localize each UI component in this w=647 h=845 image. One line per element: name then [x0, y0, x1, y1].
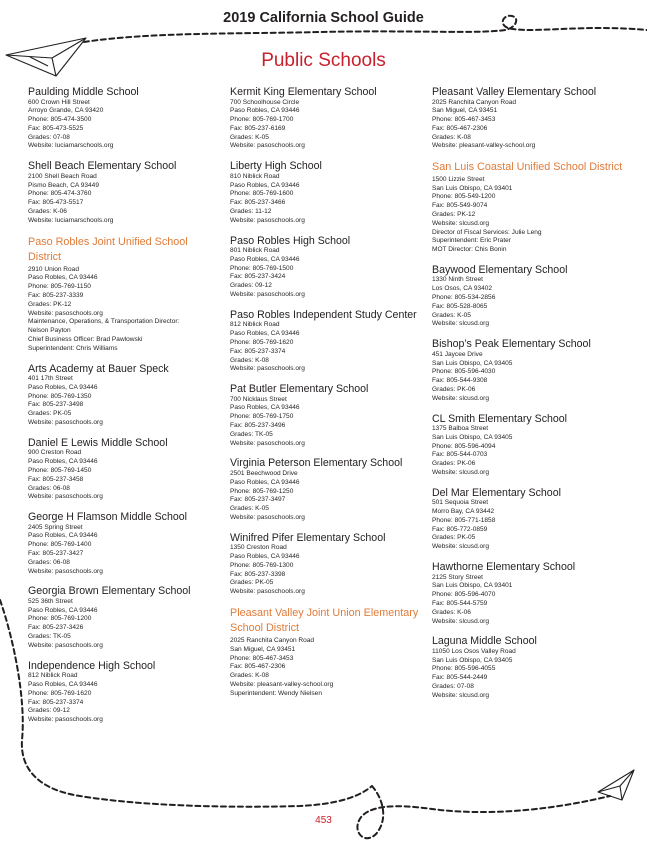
entry-detail-line: Website: pleasant-valley-school.org	[432, 142, 536, 150]
entry-detail-line: Website: pasoschools.org	[230, 588, 305, 596]
entry-detail-line: Website: slcusd.org	[432, 691, 490, 699]
entry-detail-line: Phone: 805-467-3453	[230, 654, 294, 662]
entry-detail-line: Fax: 805-237-3424	[230, 273, 286, 281]
entry-detail-line: Website: slcusd.org	[432, 394, 490, 402]
dashed-flight-path	[357, 786, 610, 838]
school-name: Virginia Peterson Elementary School	[230, 457, 403, 470]
listing-column-1	[28, 86, 220, 734]
entry-detail-line: Fax: 805-237-3427	[28, 549, 84, 557]
school-name: Daniel E Lewis Middle School	[28, 436, 168, 449]
entry-detail-line: Website: pasoschools.org	[28, 716, 103, 724]
entry-detail-line: Website: slcusd.org	[432, 219, 490, 227]
school-name: Bishop’s Peak Elementary School	[432, 338, 591, 351]
entry-detail-line: Website: pasoschools.org	[28, 641, 103, 649]
entry-detail-line: 2025 Ranchita Canyon Road	[432, 98, 517, 106]
school-entry	[28, 160, 220, 225]
entry-detail-line: Phone: 805-596-4094	[432, 442, 496, 450]
entry-detail-line: Website: slcusd.org	[432, 469, 490, 476]
entry-detail-line: 525 36th Street	[28, 597, 73, 605]
entry-detail-line: Website: pasoschools.org	[230, 216, 305, 224]
entry-detail-line: Phone: 805-769-1450	[28, 466, 92, 474]
entry-detail-line: Phone: 805-769-1700	[230, 116, 294, 124]
listing-column-2	[230, 86, 425, 708]
entry-detail-line: Fax: 805-544-5759	[432, 599, 488, 607]
entry-detail-line: Paso Robles, CA 93446	[28, 606, 98, 614]
entry-detail-line: Fax: 805-528-8065	[432, 302, 488, 310]
school-name: George H Flamson Middle School	[28, 511, 187, 524]
entry-detail-line: Paso Robles, CA 93446	[230, 552, 300, 560]
entry-detail-line: Website: pasoschools.org	[230, 365, 305, 373]
entry-detail-line: Website: slcusd.org	[432, 617, 490, 625]
entry-detail-line: Morro Bay, CA 93442	[432, 508, 495, 516]
entry-detail-line: Fax: 805-237-3339	[28, 291, 84, 299]
entry-detail-line: Phone: 805-596-4030	[432, 368, 496, 376]
entry-detail-line: 1375 Balboa Street	[432, 425, 489, 433]
entry-detail-line: Phone: 805-769-1350	[28, 392, 92, 400]
entry-detail-line: Grades: K-05	[230, 133, 269, 141]
paper-airplane-icon	[598, 770, 634, 800]
entry-detail-line: 401 17th Street	[28, 375, 73, 383]
entry-detail-line: Paso Robles, CA 93446	[230, 478, 300, 486]
school-entry	[230, 532, 425, 597]
entry-detail-line: 451 Jaycee Drive	[432, 350, 483, 358]
school-entry	[432, 86, 632, 151]
school-entry	[432, 338, 632, 403]
school-entry	[230, 86, 425, 151]
entry-detail-line: Fax: 805-772-0859	[432, 525, 488, 533]
school-entry	[28, 585, 220, 650]
entry-detail-line: Phone: 805-769-1400	[28, 541, 92, 549]
entry-detail-line: San Miguel, CA 93451	[432, 107, 498, 115]
entry-detail-line: Fax: 805-544-9308	[432, 377, 488, 385]
entry-detail-line: Paso Robles, CA 93446	[230, 330, 300, 338]
school-entry	[432, 487, 632, 552]
school-entry	[230, 383, 425, 448]
entry-detail-line: Phone: 805-769-1300	[230, 561, 294, 569]
entry-detail-line: Phone: 805-596-4070	[432, 591, 496, 599]
school-entry	[28, 363, 220, 428]
entry-detail-line: 501 Sequoia Street	[432, 499, 489, 507]
entry-detail-line: Los Osos, CA 93402	[432, 285, 493, 293]
entry-detail-line: Fax: 805-473-5525	[28, 124, 84, 132]
school-entry	[230, 160, 425, 225]
entry-detail-line: Paso Robles, CA 93446	[230, 181, 300, 189]
entry-detail-line: Grades: 06-08	[28, 558, 70, 566]
district-entry	[432, 160, 632, 255]
entry-detail-line: Nelson Payton	[28, 327, 71, 335]
school-name: Kermit King Elementary School	[230, 86, 377, 98]
entry-detail-line: Phone: 805-771-1858	[432, 516, 496, 524]
entry-detail-line: Website: pasoschools.org	[230, 439, 305, 447]
entry-detail-line: Fax: 805-467-2306	[230, 663, 286, 671]
entry-detail-line: Phone: 805-769-1200	[28, 615, 92, 623]
entry-detail-line: Phone: 805-534-2856	[432, 294, 496, 302]
entry-detail-line: 812 Niblick Road	[230, 321, 280, 329]
page-number: 453	[315, 815, 332, 826]
entry-detail-line: Grades: PK-06	[432, 460, 476, 468]
entry-detail-line: Arroyo Grande, CA 93420	[28, 107, 104, 115]
entry-detail-line: 11050 Los Osos Valley Road	[432, 647, 516, 655]
entry-detail-line: Website: pasoschools.org	[230, 142, 305, 150]
entry-detail-line: Fax: 805-544-2449	[432, 674, 488, 682]
entry-detail-line: 2025 Ranchita Canyon Road	[230, 636, 315, 644]
entry-detail-line: Fax: 805-237-3374	[230, 347, 286, 355]
entry-detail-line: Fax: 805-237-3466	[230, 199, 286, 207]
entry-detail-line: Grades: 07-08	[28, 133, 70, 141]
entry-detail-line: Paso Robles, CA 93446	[28, 383, 98, 391]
district-name: Pleasant Valley Joint Union Elementary School District	[230, 606, 419, 635]
entry-detail-line: Website: pasoschools.org	[230, 291, 305, 299]
entry-detail-line: Grades: PK-05	[432, 534, 476, 542]
school-entry	[28, 660, 220, 725]
school-entry	[28, 86, 220, 151]
entry-detail-line: 810 Niblick Road	[230, 172, 280, 180]
entry-detail-line: Grades: PK-12	[432, 210, 476, 218]
entry-detail-line: Website: pasoschools.org	[28, 493, 103, 501]
entry-detail-line: 2125 Story Street	[432, 573, 483, 581]
entry-detail-line: Fax: 805-237-3398	[230, 570, 286, 578]
entry-detail-line: Director of Fiscal Services: Julie Leng	[432, 228, 542, 236]
school-name: Paulding Middle School	[28, 86, 139, 98]
school-name: Pat Butler Elementary School	[230, 383, 369, 396]
district-entry	[230, 606, 425, 699]
school-entry	[230, 235, 425, 300]
entry-detail-line: Grades: K-06	[28, 207, 67, 215]
school-name: Laguna Middle School	[432, 635, 537, 648]
entry-detail-line: Grades: PK-12	[28, 300, 72, 308]
entry-detail-line: Paso Robles, CA 93446	[28, 458, 98, 466]
entry-detail-line: 2910 Union Road	[28, 265, 79, 273]
entry-detail-line: 801 Niblick Road	[230, 247, 280, 255]
entry-detail-line: Grades: PK-05	[28, 410, 72, 418]
entry-detail-line: Fax: 805-237-3496	[230, 422, 286, 430]
listing-column-3	[432, 86, 632, 710]
school-entry	[230, 309, 425, 374]
entry-detail-line: Grades: PK-06	[432, 385, 476, 393]
school-name: Shell Beach Elementary School	[28, 160, 177, 173]
entry-detail-line: Grades: 06-08	[28, 484, 70, 492]
entry-detail-line: Website: pasoschools.org	[28, 419, 103, 427]
entry-detail-line: San Luis Obispo, CA 93405	[432, 433, 513, 441]
entry-detail-line: Website: luciamarschools.org	[28, 142, 114, 150]
entry-detail-line: Website: slcusd.org	[432, 320, 490, 328]
entry-detail-line: Maintenance, Operations, & Transportation Director:	[28, 318, 180, 326]
entry-detail-line: Fax: 805-237-3374	[28, 698, 84, 706]
entry-detail-line: Pismo Beach, CA 93449	[28, 181, 99, 189]
entry-detail-line: Paso Robles, CA 93446	[28, 532, 98, 540]
entry-detail-line: Website: pasoschools.org	[28, 309, 103, 317]
district-name: Paso Robles Joint Unified School District	[28, 235, 188, 264]
entry-detail-line: Superintendent: Wendy Nielsen	[230, 689, 322, 697]
entry-detail-line: Phone: 805-769-1150	[28, 283, 91, 291]
section-title: Public Schools	[261, 50, 386, 71]
entry-detail-line: 2501 Beechwood Drive	[230, 469, 298, 477]
entry-detail-line: Phone: 805-769-1250	[230, 487, 294, 495]
school-name: Independence High School	[28, 659, 156, 672]
entry-detail-line: 2405 Spring Street	[28, 523, 83, 531]
entry-detail-line: 1350 Creston Road	[230, 544, 287, 552]
entry-detail-line: Grades: K-08	[432, 133, 471, 141]
entry-detail-line: Grades: 09-12	[230, 282, 272, 290]
entry-detail-line: Fax: 805-237-3497	[230, 496, 286, 504]
school-entry	[28, 437, 220, 502]
entry-detail-line: Phone: 805-596-4055	[432, 665, 496, 673]
entry-detail-line: Grades: PK-05	[230, 579, 274, 587]
entry-detail-line: Fax: 805-237-3498	[28, 401, 84, 409]
entry-detail-line: Grades: K-08	[230, 356, 269, 364]
entry-detail-line: Grades: K-08	[230, 672, 269, 680]
entry-detail-line: Website: pasoschools.org	[230, 513, 305, 521]
entry-detail-line: Fax: 805-549-9074	[432, 202, 488, 210]
school-entry	[28, 511, 220, 576]
entry-detail-line: 1500 Lizzie Street	[432, 175, 485, 183]
school-name: Baywood Elementary School	[432, 263, 568, 276]
school-entry	[432, 413, 632, 478]
entry-detail-line: Fax: 805-467-2306	[432, 124, 488, 132]
entry-detail-line: 2100 Shell Beach Road	[28, 172, 97, 180]
entry-detail-line: Paso Robles, CA 93446	[230, 404, 300, 412]
entry-detail-line: Website: pleasant-valley-school.org	[230, 680, 334, 688]
entry-detail-line: Phone: 805-769-1600	[230, 190, 294, 198]
entry-detail-line: 600 Crown Hill Street	[28, 98, 90, 106]
entry-detail-line: Superintendent: Chris Williams	[28, 344, 118, 352]
school-name: Arts Academy at Bauer Speck	[28, 362, 169, 375]
entry-detail-line: San Luis Obispo, CA 93405	[432, 359, 513, 367]
entry-detail-line: Superintendent: Eric Prater	[432, 237, 511, 245]
entry-detail-line: Fax: 805-544-0703	[432, 451, 488, 459]
school-name: Pleasant Valley Elementary School	[432, 86, 597, 98]
entry-detail-line: Phone: 805-769-1620	[28, 689, 92, 697]
entry-detail-line: Website: pasoschools.org	[28, 567, 103, 575]
school-name: Paso Robles High School	[230, 234, 351, 247]
entry-detail-line: Grades: K-06	[432, 608, 471, 616]
entry-detail-line: Grades: 07-08	[432, 683, 474, 691]
guide-title: 2019 California School Guide	[223, 10, 424, 26]
entry-detail-line: Chief Business Officer: Brad Pawlowski	[28, 335, 143, 343]
entry-detail-line: San Luis Obispo, CA 93401	[432, 184, 513, 192]
entry-detail-line: San Luis Obispo, CA 93405	[432, 656, 513, 664]
school-name: CL Smith Elementary School	[432, 412, 568, 425]
entry-detail-line: Paso Robles, CA 93446	[230, 255, 300, 263]
entry-detail-line: San Luis Obispo, CA 93401	[432, 582, 513, 590]
school-entry	[432, 635, 632, 700]
entry-detail-line: San Miguel, CA 93451	[230, 645, 296, 653]
entry-detail-line: 812 Niblick Road	[28, 672, 78, 680]
school-name: Winifred Pifer Elementary School	[230, 531, 386, 544]
entry-detail-line: Phone: 805-769-1500	[230, 264, 294, 272]
entry-detail-line: 700 Schoolhouse Circle	[230, 98, 300, 106]
school-name: Hawthorne Elementary School	[432, 561, 576, 574]
entry-detail-line: Paso Robles, CA 93446	[230, 107, 300, 115]
entry-detail-line: Fax: 805-237-3426	[28, 624, 84, 632]
entry-detail-line: 700 Nicklaus Street	[230, 395, 287, 403]
district-entry	[28, 235, 220, 354]
school-name: Del Mar Elementary School	[432, 486, 561, 499]
entry-detail-line: Website: luciamarschools.org	[28, 216, 114, 224]
entry-detail-line: Phone: 805-549-1200	[432, 193, 496, 201]
school-name: Georgia Brown Elementary School	[28, 585, 191, 598]
entry-detail-line: Paso Robles, CA 93446	[28, 274, 98, 282]
entry-detail-line: Paso Robles, CA 93446	[28, 680, 98, 688]
entry-detail-line: Fax: 805-237-6169	[230, 124, 286, 132]
school-entry	[230, 457, 425, 522]
entry-detail-line: Phone: 805-467-3453	[432, 116, 496, 124]
entry-detail-line: Grades: TK-05	[230, 430, 273, 438]
school-name: Liberty High School	[230, 160, 322, 173]
entry-detail-line: 1330 Ninth Street	[432, 276, 483, 284]
entry-detail-line: Phone: 805-474-3760	[28, 190, 92, 198]
entry-detail-line: Phone: 805-769-1620	[230, 338, 294, 346]
entry-detail-line: 900 Creston Road	[28, 449, 82, 457]
school-name: Paso Robles Independent Study Center	[230, 308, 417, 321]
entry-detail-line: Fax: 805-237-3458	[28, 475, 84, 483]
school-entry	[432, 561, 632, 626]
entry-detail-line: Grades: 11-12	[230, 207, 272, 215]
entry-detail-line: Grades: 09-12	[28, 707, 70, 715]
entry-detail-line: Fax: 805-473-5517	[28, 199, 84, 207]
entry-detail-line: Grades: TK-05	[28, 633, 71, 641]
district-name: San Luis Coastal Unified School District	[432, 161, 623, 174]
entry-detail-line: MOT Director: Chis Bonin	[432, 246, 507, 254]
entry-detail-line: Grades: K-05	[230, 505, 269, 513]
entry-detail-line: Phone: 805-474-3500	[28, 116, 92, 124]
entry-detail-line: Website: slcusd.org	[432, 543, 490, 551]
school-entry	[432, 264, 632, 329]
entry-detail-line: Grades: K-05	[432, 311, 471, 319]
entry-detail-line: Phone: 805-769-1750	[230, 413, 294, 421]
